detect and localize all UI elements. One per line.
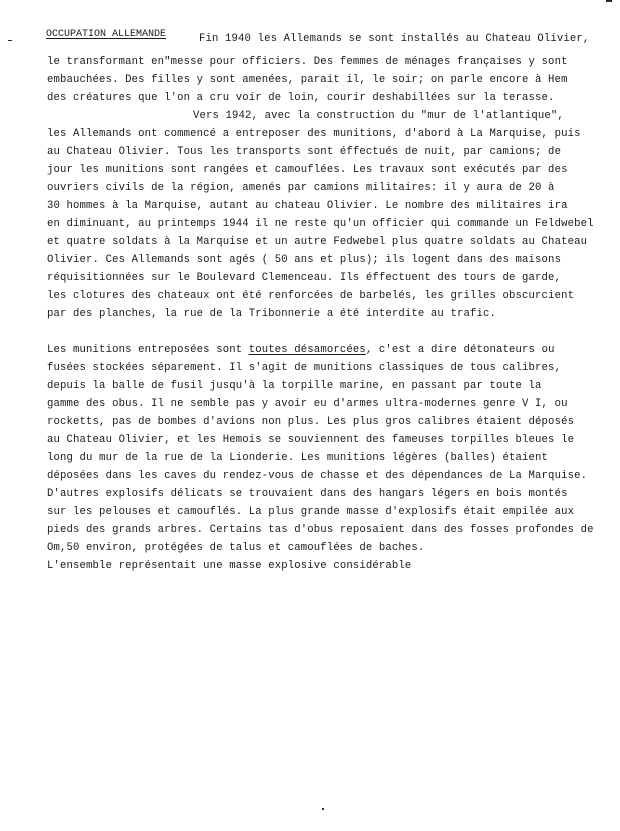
p1-line-3: embauchées. Des filles y sont amenées, parait il, le soir; on parle encore à Hem [47, 74, 568, 86]
p2-line-7: long du mur de la rue de la Lionderie. Les munitions légères (balles) étaient [47, 452, 549, 464]
p1-line-13: Olivier. Ces Allemands sont agés ( 50 ans et plus); ils logent dans des maisons [47, 254, 562, 266]
p1-line-10: 30 hommes à la Marquise, autant au chateau Olivier. Le nombre des militaires ira [47, 200, 568, 212]
p1-line-9: ouvriers civils de la région, amenés par camions militaires: il y aura de 20 à [47, 182, 555, 194]
p2-line-8: déposées dans les caves du rendez-vous de chasse et des dépendances de La Marquise. [47, 470, 588, 482]
p2-line-13: L'ensemble représentait une masse explosive considérable [47, 560, 412, 572]
p1-line-16: par des planches, la rue de la Tribonnerie a été interdite au trafic. [47, 308, 497, 320]
p2-line-1-text-a: Les munitions entreposées sont [47, 344, 249, 356]
p2-line-2: fusées stockées séparement. Il s'agit de munitions classiques de tous calibres, [47, 362, 562, 374]
p1-line-8: jour les munitions sont rangées et camouflées. Les travaux sont exécutés par des [47, 164, 568, 176]
p2-line-9: D'autres explosifs délicats se trouvaient dans des hangars légers en bois montés [47, 488, 568, 500]
p1-line-2: le transformant en"messe pour officiers. Des femmes de ménages françaises y sont [47, 56, 568, 68]
p2-line-4: gamme des obus. Il ne semble pas y avoir eu d'armes ultra-modernes genre V I, ou [47, 398, 568, 410]
p1-line-12: et quatre soldats à la Marquise et un autre Fedwebel plus quatre soldats au Chateau [47, 236, 588, 248]
scan-mark-top-left [8, 40, 12, 41]
p2-line-10: sur les pelouses et camouflés. La plus grande masse d'explosifs était empilée aux [47, 506, 575, 518]
scan-dot-bottom [322, 808, 324, 810]
p1-line-5: Vers 1942, avec la construction du "mur de l'atlantique", [193, 110, 564, 122]
p1-line-4: des créatures que l'on a cru voir de loin, courir deshabillées sur la terasse. [47, 92, 555, 104]
p1-line-15: les clotures des chateaux ont été renforcées de barbelés, les grilles obscurcient [47, 290, 575, 302]
p1-line-1: Fin 1940 les Allemands se sont installés au Chateau Olivier, [199, 33, 590, 45]
p1-line-14: réquisitionnées sur le Boulevard Clemenceau. Ils éffectuent des tours de garde, [47, 272, 562, 284]
p2-line-12: Om,50 environ, protégées de talus et camouflées de baches. [47, 542, 425, 554]
p2-line-1-text-b: , c'est a dire détonateurs ou [365, 344, 555, 356]
p2-line-3: depuis la balle de fusil jusqu'à la torpille marine, en passant par toute la [47, 380, 542, 392]
p2-line-11: pieds des grands arbres. Certains tas d'obus reposaient dans des fosses profondes de [47, 524, 594, 536]
p2-line-1 [47, 343, 555, 357]
section-heading: OCCUPATION ALLEMANDE [46, 29, 167, 40]
p2-line-5: rocketts, pas de bombes d'avions non plus. Les plus gros calibres étaient déposés [47, 416, 575, 428]
p1-line-6: les Allemands ont commencé a entreposer des munitions, d'abord à La Marquise, puis [47, 128, 581, 140]
scan-mark-top-right [606, 0, 612, 2]
p1-line-7: au Chateau Olivier. Tous les transports sont éffectués de nuit, par camions; de [47, 146, 562, 158]
p2-line-6: au Chateau Olivier, et les Hemois se souviennent des fameuses torpilles bleues le [47, 434, 575, 446]
p1-line-11: en diminuant, au printemps 1944 il ne reste qu'un officier qui commande un Feldwebel [47, 218, 594, 230]
p2-line-1-underlined: toutes désamorcées [248, 344, 366, 356]
